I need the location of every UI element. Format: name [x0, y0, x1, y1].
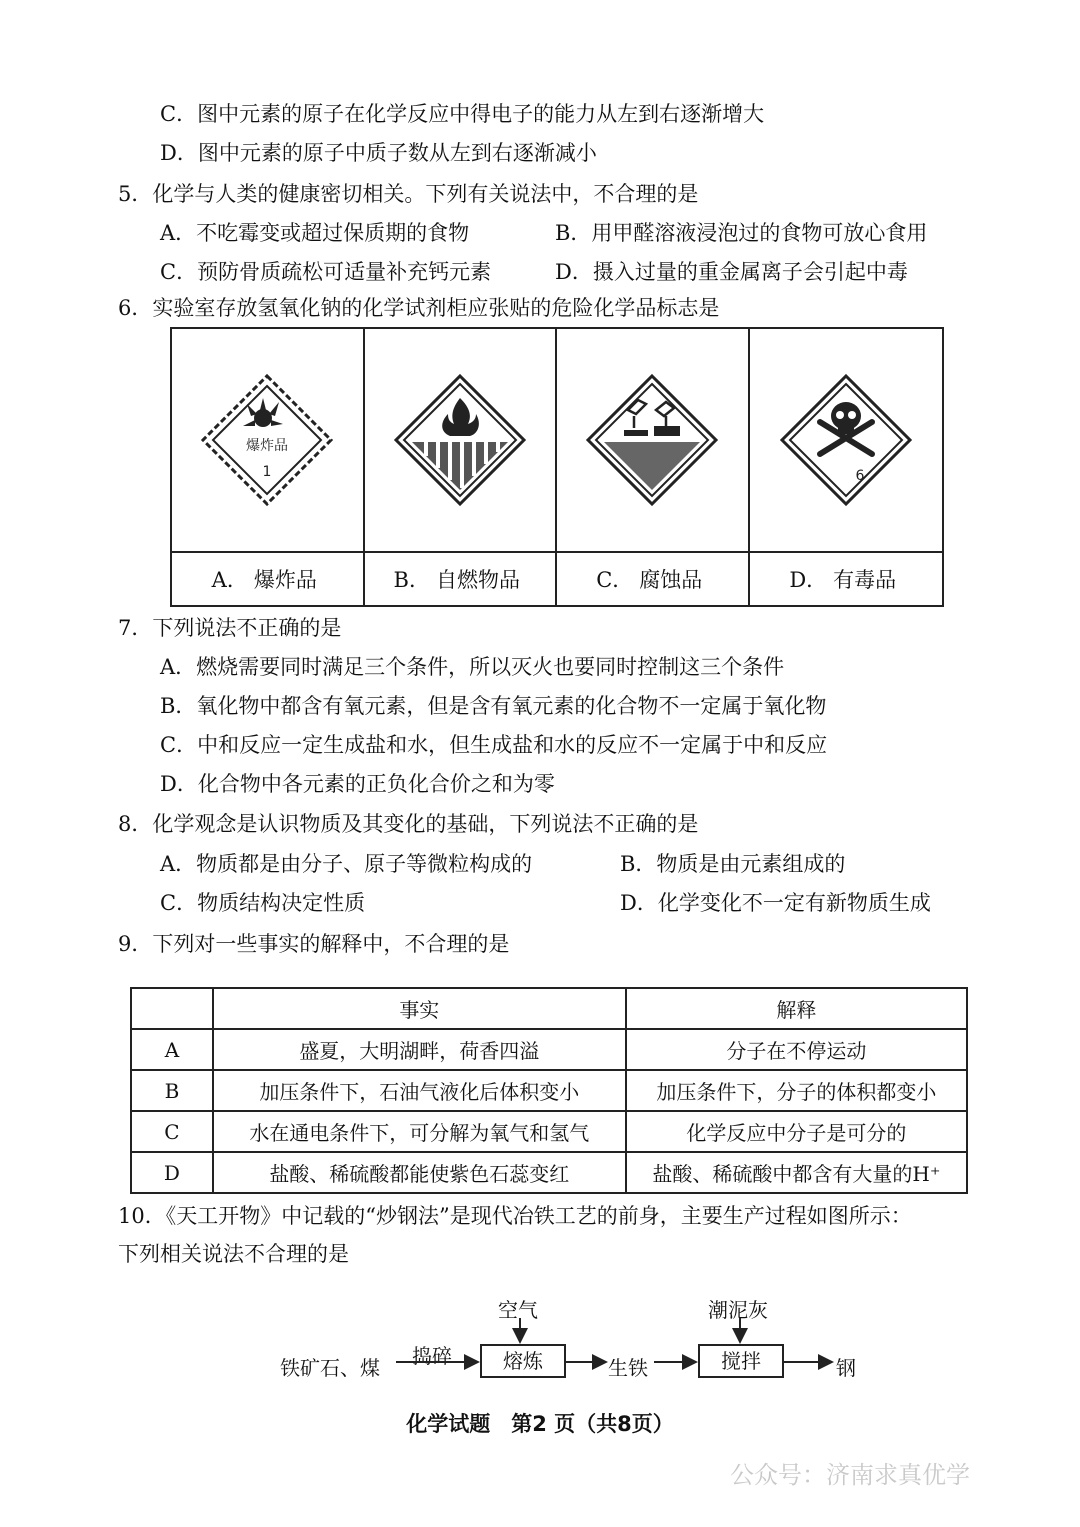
q4-option-d: D．图中元素的原子中质子数从左到右逐渐减小: [160, 141, 597, 165]
row-fact: 水在通电条件下，可分解为氧气和氢气: [213, 1111, 626, 1152]
row-fact: 加压条件下，石油气液化后体积变小: [213, 1070, 626, 1111]
hazard-name-d: 有毒品: [833, 568, 897, 592]
hazard-sign-explosive: [172, 329, 365, 551]
table-row: [131, 1111, 967, 1152]
explosive-icon: [197, 370, 337, 510]
hazard-name-a: 爆炸品: [253, 568, 317, 592]
q8-option-d: D．化学变化不一定有新物质生成: [620, 891, 931, 915]
row-explanation: 加压条件下，分子的体积都变小: [626, 1070, 967, 1111]
hazard-sign-combustible: [365, 329, 558, 551]
flow-output-label: 钢: [836, 1356, 856, 1380]
table-row: [131, 1029, 967, 1070]
row-explanation: 化学反应中分子是可分的: [626, 1111, 967, 1152]
hazard-letter-b: B．: [393, 568, 430, 592]
q6-stem: 6．实验室存放氢氧化钠的化学试剂柜应张贴的危险化学品标志是: [118, 296, 720, 320]
q9-stem: 9．下列对一些事实的解释中，不合理的是: [118, 932, 510, 956]
flow-input-label: 铁矿石、煤: [280, 1356, 380, 1380]
q7-option-b: B．氧化物中都含有氧元素，但是含有氧元素的化合物不一定属于氧化物: [160, 694, 827, 718]
q5-option-d: D．摄入过量的重金属离子会引起中毒: [555, 260, 908, 284]
header-cell: 解释: [626, 988, 967, 1029]
q8-stem: 8．化学观念是认识物质及其变化的基础，下列说法不正确的是: [118, 812, 699, 836]
process-flow-diagram: [280, 1290, 880, 1400]
q10-stem-line2: 下列相关说法不合理的是: [118, 1242, 349, 1266]
flow-arrows: [280, 1290, 880, 1400]
hazard-sign-table: [170, 327, 944, 607]
hazard-letter-d: D．: [789, 568, 828, 592]
q7-option-a: A．燃烧需要同时满足三个条件，所以灭火也要同时控制这三个条件: [160, 655, 785, 679]
q10-stem-line1: 10．《天工开物》中记载的“炒钢法”是现代冶铁工艺的前身，主要生产过程如图所示：: [118, 1204, 912, 1228]
q7-option-c: C．中和反应一定生成盐和水，但生成盐和水的反应不一定属于中和反应: [160, 733, 828, 757]
flame-icon: [390, 370, 530, 510]
row-fact: 盛夏，大明湖畔，荷香四溢: [213, 1029, 626, 1070]
q8-option-a: A．物质都是由分子、原子等微粒构成的: [160, 852, 533, 876]
facts-table: [130, 987, 968, 1194]
table-row: [131, 1070, 967, 1111]
row-letter: B: [131, 1070, 213, 1111]
facts-table-header: [131, 988, 967, 1029]
q8-option-b: B．物质是由元素组成的: [620, 852, 846, 876]
hazard-sign-corrosive: [557, 329, 750, 551]
q5-option-c: C．预防骨质疏松可适量补充钙元素: [160, 260, 492, 284]
flow-air-label: 空气: [498, 1298, 538, 1322]
row-letter: D: [131, 1152, 213, 1193]
hazard-letter-c: C．: [596, 568, 634, 592]
table-row: [131, 1152, 967, 1193]
row-explanation: 盐酸、稀硫酸中都含有大量的H⁺: [626, 1152, 967, 1193]
hazard-name-c: 腐蚀品: [639, 568, 703, 592]
hazard-letter-a: A．: [211, 568, 248, 592]
skull-crossbones-icon: [776, 370, 916, 510]
q8-option-c: C．物质结构决定性质: [160, 891, 366, 915]
q7-stem: 7．下列说法不正确的是: [118, 616, 342, 640]
flow-additive-label: 潮泥灰: [708, 1298, 768, 1322]
corrosive-icon: [582, 370, 722, 510]
row-letter: A: [131, 1029, 213, 1070]
explosive-sign-text: 爆炸品: [246, 438, 289, 454]
header-cell: [131, 988, 213, 1029]
explosive-sign-number: 1: [262, 464, 272, 480]
header-cell: 事实: [213, 988, 626, 1029]
flow-mid-label: 生铁: [608, 1356, 648, 1380]
flow-box-stirring: 搅拌: [698, 1344, 784, 1378]
toxic-sign-number: 6: [855, 468, 865, 484]
hazard-sign-toxic: [750, 329, 943, 551]
hazard-name-b: 自燃物品: [435, 568, 520, 592]
q7-option-d: D．化合物中各元素的正负化合价之和为零: [160, 772, 555, 796]
row-explanation: 分子在不停运动: [626, 1029, 967, 1070]
q5-stem: 5．化学与人类的健康密切相关。下列有关说法中，不合理的是: [118, 182, 699, 206]
q4-option-c: C．图中元素的原子在化学反应中得电子的能力从左到右逐渐增大: [160, 102, 765, 126]
flow-box-smelting: 熔炼: [480, 1344, 566, 1378]
hazard-label-d: [750, 551, 943, 605]
hazard-label-a: [172, 551, 365, 605]
watermark: 公众号：济南求真优学: [730, 1461, 970, 1489]
row-fact: 盐酸、稀硫酸都能使紫色石蕊变红: [213, 1152, 626, 1193]
row-letter: C: [131, 1111, 213, 1152]
hazard-label-b: [365, 551, 558, 605]
q5-option-b: B．用甲醛溶液浸泡过的食物可放心食用: [555, 221, 928, 245]
flow-step1-label: 捣碎: [412, 1344, 452, 1368]
q5-option-a: A．不吃霉变或超过保质期的食物: [160, 221, 470, 245]
page-footer: 化学试题 第2 页（共8页）: [406, 1412, 674, 1436]
hazard-label-c: [557, 551, 750, 605]
